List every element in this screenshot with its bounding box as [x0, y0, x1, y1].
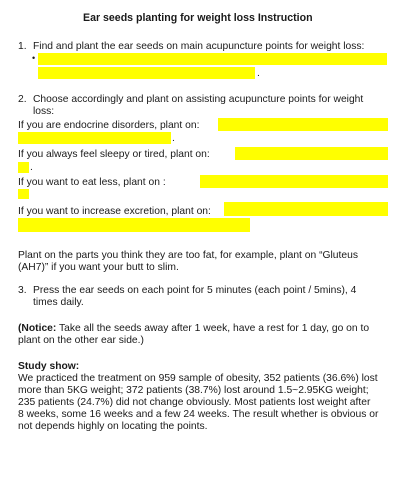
study-heading: Study show:	[18, 361, 80, 372]
study-line: 235 patients (24.7%) did not change obviously. Most patients lost weight after	[18, 397, 371, 408]
redacted-highlight	[18, 218, 250, 232]
condition-eat-less-label: If you want to eat less, plant on :	[18, 177, 166, 188]
notice-line2: plant on the other ear side.)	[18, 335, 144, 346]
redacted-highlight	[18, 189, 29, 199]
notice-text: Take all the seeds away after 1 week, have a rest for 1 day, go on to	[59, 323, 370, 334]
redacted-highlight	[38, 53, 387, 65]
page-title: Ear seeds planting for weight loss Instruction	[83, 12, 313, 24]
study-line: more than 5KG weight; 372 patients (38.7%) lost around 1.5~2.95KG weight;	[18, 385, 369, 396]
step1-end-period: .	[257, 68, 260, 79]
redacted-highlight	[38, 67, 255, 79]
notice-line1	[18, 323, 369, 335]
study-line: not depends highly on locating the points.	[18, 421, 208, 432]
step1-bullet: •	[32, 53, 36, 63]
condition-sleepy-tail: .	[30, 162, 33, 173]
redacted-highlight	[235, 147, 388, 160]
step1-number: 1.	[18, 41, 27, 52]
redacted-highlight	[224, 202, 388, 216]
step3-line1: Press the ear seeds on each point for 5 minutes (each point / 5mins), 4	[33, 285, 357, 296]
redacted-highlight	[218, 118, 388, 131]
step1-text: Find and plant the ear seeds on main acupuncture points for weight loss:	[33, 41, 365, 52]
fat-parts-line1: Plant on the parts you think they are too fat, for example, plant on “Gluteus	[18, 250, 358, 261]
condition-endocrine-tail: .	[172, 133, 175, 144]
redacted-highlight	[18, 132, 171, 144]
study-line: 8 weeks, some 16 weeks and a few 24 weeks. The result whether is obvious or	[18, 409, 379, 420]
step3-number: 3.	[18, 285, 27, 296]
condition-excretion-label: If you want to increase excretion, plant on:	[18, 206, 211, 217]
step2-number: 2.	[18, 94, 27, 105]
study-line: We practiced the treatment on 959 sample of obesity, 352 patients (36.6%) lost	[18, 373, 378, 384]
condition-endocrine-label: If you are endocrine disorders, plant on:	[18, 120, 200, 131]
redacted-highlight	[18, 162, 29, 173]
condition-sleepy-label: If you always feel sleepy or tired, plant on:	[18, 149, 210, 160]
fat-parts-line2: (AH7)” if you want your butt to slim.	[18, 262, 179, 273]
redacted-highlight	[200, 175, 388, 188]
step2-text-line1: Choose accordingly and plant on assisting acupuncture points for weight	[33, 94, 364, 105]
step3-line2: times daily.	[33, 297, 84, 308]
step2-text-line2: loss:	[33, 106, 55, 117]
notice-label: (Notice:	[18, 323, 57, 334]
